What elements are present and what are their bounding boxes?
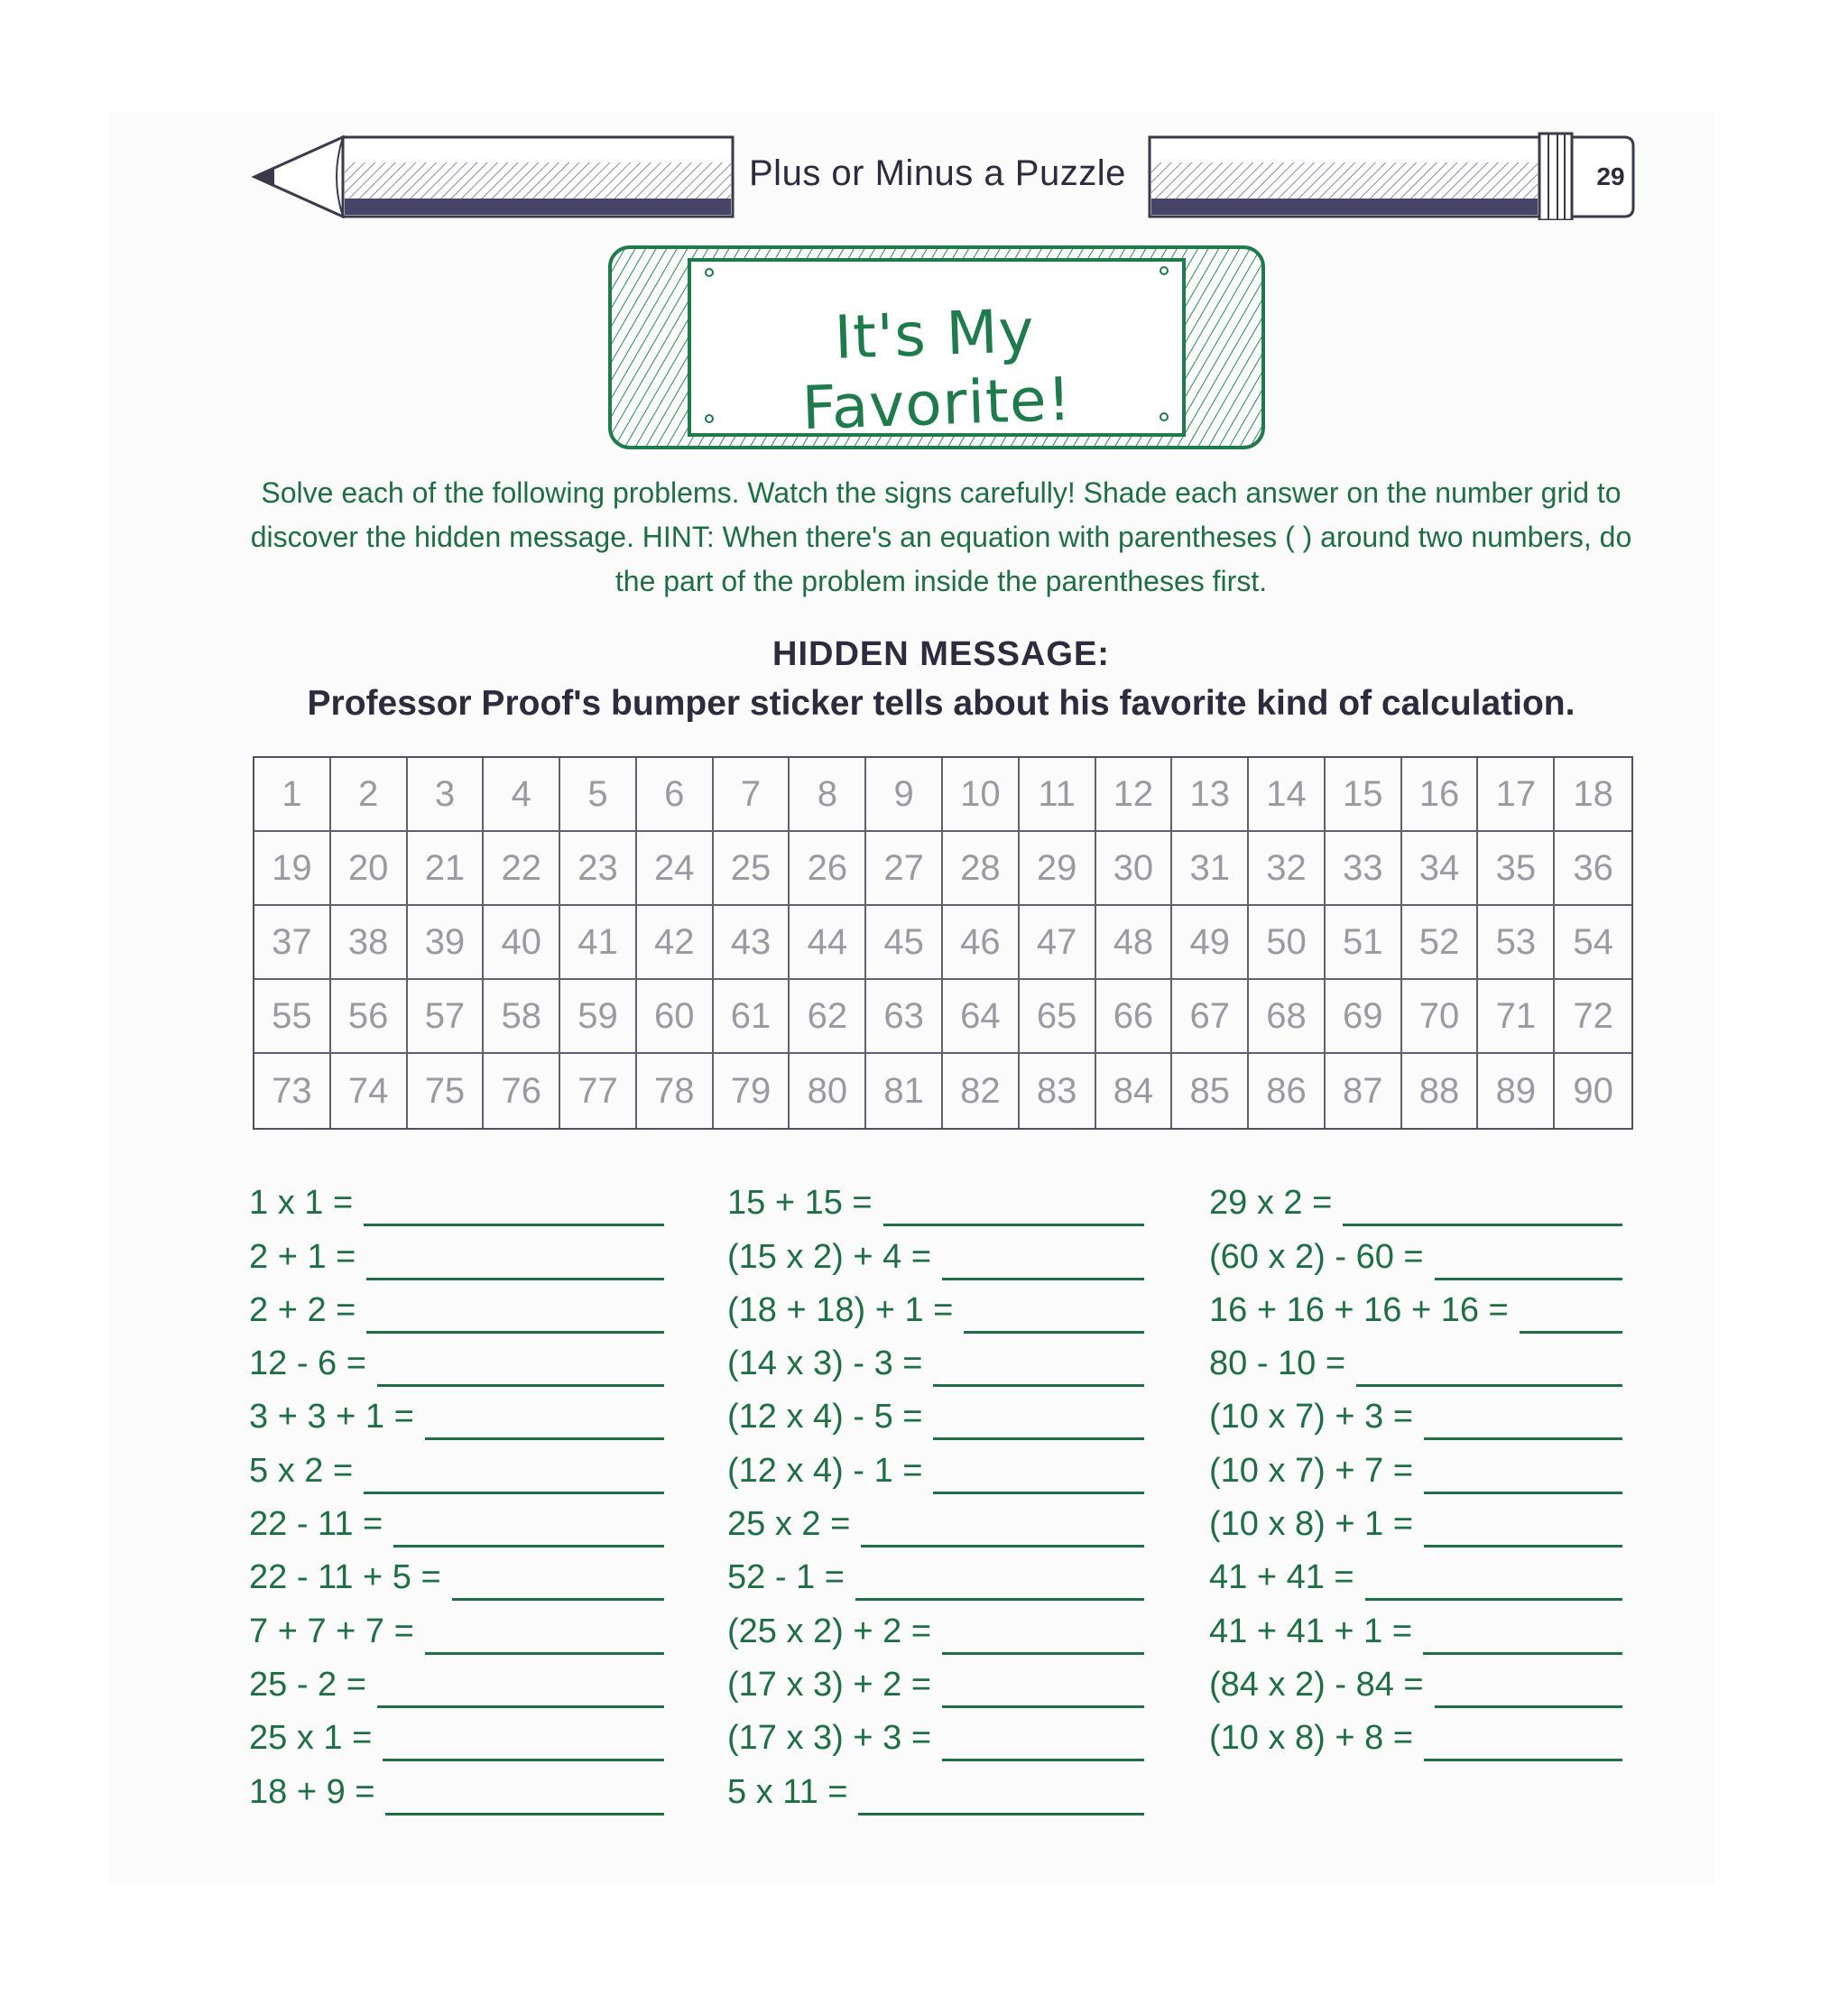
grid-cell[interactable]: 54 [1555, 906, 1631, 980]
grid-cell[interactable]: 5 [560, 758, 637, 832]
grid-cell[interactable]: 23 [560, 832, 637, 906]
problem-row [249, 1761, 664, 1815]
answer-blank[interactable] [383, 1717, 664, 1761]
answer-blank[interactable] [933, 1450, 1144, 1494]
hidden-message-heading: HIDDEN MESSAGE: [772, 635, 1110, 673]
grid-cell[interactable]: 27 [866, 832, 943, 906]
grid-cell[interactable]: 19 [254, 832, 331, 906]
problem-expression: (10 x 7) + 7 = [1209, 1451, 1414, 1490]
grid-cell[interactable]: 64 [943, 980, 1020, 1054]
problem-row [727, 1655, 1144, 1708]
problem-row [727, 1226, 1144, 1280]
grid-cell[interactable]: 71 [1478, 980, 1555, 1054]
grid-cell[interactable]: 36 [1555, 832, 1631, 906]
problem-expression: (18 + 18) + 1 = [727, 1290, 954, 1329]
problem-expression: 2 + 1 = [249, 1237, 356, 1276]
grid-cell[interactable]: 50 [1249, 906, 1326, 980]
problem-expression: 25 - 2 = [249, 1665, 366, 1704]
problem-expression: 15 + 15 = [727, 1184, 873, 1223]
grid-cell[interactable]: 38 [331, 906, 408, 980]
problem-expression: (14 x 3) - 3 = [727, 1344, 923, 1383]
answer-blank[interactable] [942, 1717, 1144, 1761]
grid-cell[interactable]: 48 [1096, 906, 1173, 980]
problem-row [727, 1601, 1144, 1654]
problem-expression: (17 x 3) + 3 = [727, 1719, 932, 1758]
problem-expression: (10 x 7) + 3 = [1209, 1398, 1414, 1437]
answer-blank[interactable] [1424, 1503, 1622, 1547]
grid-cell[interactable]: 35 [1478, 832, 1555, 906]
grid-cell[interactable]: 28 [943, 832, 1020, 906]
problem-expression: 52 - 1 = [727, 1558, 845, 1597]
answer-blank[interactable] [883, 1182, 1144, 1226]
answer-blank[interactable] [366, 1289, 664, 1334]
grid-cell[interactable]: 79 [714, 1054, 790, 1128]
grid-cell[interactable]: 34 [1402, 832, 1479, 906]
page-number: 29 [1596, 162, 1625, 190]
grid-cell[interactable]: 67 [1172, 980, 1249, 1054]
grid-cell[interactable]: 86 [1249, 1054, 1326, 1128]
grid-cell[interactable]: 57 [408, 980, 485, 1054]
grid-cell[interactable]: 75 [408, 1054, 485, 1128]
answer-blank[interactable] [858, 1771, 1144, 1815]
problems-column-2 [727, 1173, 1144, 1815]
grid-cell[interactable]: 15 [1326, 758, 1402, 832]
problem-expression: (10 x 8) + 8 = [1209, 1719, 1414, 1758]
problem-row [1209, 1280, 1622, 1334]
problem-row [1209, 1494, 1622, 1547]
problem-expression: 41 + 41 + 1 = [1209, 1612, 1413, 1650]
header-banner [244, 130, 1639, 220]
problem-expression: 22 - 11 + 5 = [249, 1558, 441, 1597]
answer-blank[interactable] [933, 1343, 1144, 1387]
grid-cell[interactable]: 60 [637, 980, 714, 1054]
grid-cell[interactable]: 32 [1249, 832, 1326, 906]
problem-row [727, 1387, 1144, 1440]
problem-expression: 1 x 1 = [249, 1184, 354, 1223]
grid-cell[interactable]: 61 [714, 980, 790, 1054]
answer-blank[interactable] [1424, 1396, 1622, 1440]
grid-cell[interactable]: 49 [1172, 906, 1249, 980]
grid-cell[interactable]: 89 [1478, 1054, 1555, 1128]
grid-cell[interactable]: 8 [790, 758, 866, 832]
grid-cell[interactable]: 76 [484, 1054, 560, 1128]
grid-cell[interactable]: 87 [1326, 1054, 1402, 1128]
answer-blank[interactable] [385, 1771, 664, 1815]
grid-cell[interactable]: 78 [637, 1054, 714, 1128]
problem-expression: 80 - 10 = [1209, 1344, 1346, 1383]
grid-cell[interactable]: 90 [1573, 1070, 1613, 1111]
problem-row [1209, 1655, 1622, 1708]
grid-cell[interactable]: 24 [637, 832, 714, 906]
problem-row [249, 1387, 664, 1440]
grid-cell[interactable]: 4 [484, 758, 560, 832]
answer-blank[interactable] [366, 1236, 664, 1280]
grid-cell[interactable]: 3 [408, 758, 485, 832]
problem-expression: 2 + 2 = [249, 1290, 356, 1329]
grid-cell[interactable]: 39 [408, 906, 485, 980]
problem-expression: 5 x 2 = [249, 1451, 354, 1490]
answer-blank[interactable] [1424, 1450, 1622, 1494]
grid-cell[interactable]: 44 [790, 906, 866, 980]
grid-cell[interactable]: 13 [1172, 758, 1249, 832]
problem-row [1209, 1387, 1622, 1440]
grid-cell[interactable]: 29 [1020, 832, 1096, 906]
grid-cell[interactable]: 7 [714, 758, 790, 832]
grid-cell[interactable]: 42 [637, 906, 714, 980]
answer-blank[interactable] [1520, 1289, 1622, 1334]
problem-row [249, 1494, 664, 1547]
grid-cell[interactable]: 68 [1249, 980, 1326, 1054]
problem-row [249, 1601, 664, 1654]
problem-expression: 18 + 9 = [249, 1772, 375, 1811]
problem-row [1209, 1173, 1622, 1226]
problem-row [727, 1761, 1144, 1815]
grid-cell[interactable]: 45 [866, 906, 943, 980]
problem-expression: 12 - 6 = [249, 1344, 366, 1383]
grid-cell[interactable]: 51 [1326, 906, 1402, 980]
answer-blank[interactable] [1435, 1236, 1622, 1280]
grid-cell[interactable]: 16 [1402, 758, 1479, 832]
grid-cell[interactable]: 84 [1096, 1054, 1173, 1128]
problem-row [1209, 1334, 1622, 1387]
problem-row [727, 1547, 1144, 1601]
grid-cell[interactable]: 33 [1326, 832, 1402, 906]
answer-blank[interactable] [364, 1182, 664, 1226]
problem-row [1209, 1547, 1622, 1601]
problem-row [249, 1334, 664, 1387]
problem-row [1209, 1708, 1622, 1761]
answer-blank[interactable] [425, 1611, 664, 1655]
grid-cell[interactable]: 22 [484, 832, 560, 906]
grid-cell[interactable]: 88 [1402, 1054, 1479, 1128]
grid-cell[interactable]: 85 [1172, 1054, 1249, 1128]
problem-expression: 7 + 7 + 7 = [249, 1612, 414, 1650]
grid-cell[interactable]: 12 [1096, 758, 1173, 832]
grid-cell[interactable]: 53 [1478, 906, 1555, 980]
answer-blank[interactable] [425, 1396, 664, 1440]
grid-cell[interactable]: 82 [943, 1054, 1020, 1128]
problem-row [249, 1226, 664, 1280]
instructions-text: Solve each of the following problems. Watch the signs carefully! Shade each answer on the number grid to discover the hidden message. HINT: When there's an equation with parentheses ( ) around two numbers, do the part of the problem inside the parentheses first. [250, 476, 1632, 597]
grid-cell[interactable]: 62 [790, 980, 866, 1054]
grid-cell[interactable]: 70 [1402, 980, 1479, 1054]
problem-expression: 5 x 11 = [727, 1772, 848, 1811]
problem-row [727, 1440, 1144, 1493]
grid-cell[interactable]: 55 [254, 980, 331, 1054]
answer-blank[interactable] [1343, 1182, 1622, 1226]
problem-expression: (25 x 2) + 2 = [727, 1612, 932, 1650]
answer-blank[interactable] [933, 1396, 1144, 1440]
grid-cell[interactable]: 26 [790, 832, 866, 906]
problem-row [249, 1280, 664, 1334]
grid-cell[interactable]: 17 [1478, 758, 1555, 832]
problems-column-1 [249, 1173, 664, 1815]
grid-cell[interactable]: 81 [866, 1054, 943, 1128]
answer-blank[interactable] [861, 1503, 1144, 1547]
grid-cell[interactable]: 18 [1555, 758, 1631, 832]
problem-expression: 3 + 3 + 1 = [249, 1398, 414, 1437]
problem-expression: (15 x 2) + 4 = [727, 1237, 932, 1276]
hidden-message-subtitle: Professor Proof's bumper sticker tells about his favorite kind of calculation. [307, 684, 1575, 723]
grid-cell[interactable]: 25 [714, 832, 790, 906]
problem-expression: 16 + 16 + 16 + 16 = [1209, 1290, 1509, 1329]
grid-cell[interactable]: 6 [637, 758, 714, 832]
answer-blank[interactable] [1365, 1557, 1622, 1601]
grid-cell[interactable]: 77 [560, 1054, 637, 1128]
problem-row [1209, 1226, 1622, 1280]
problem-expression: (84 x 2) - 84 = [1209, 1665, 1424, 1704]
grid-cell[interactable]: 59 [560, 980, 637, 1054]
grid-cell[interactable]: 11 [1020, 758, 1096, 832]
grid-cell[interactable]: 73 [254, 1054, 331, 1128]
problem-row [249, 1655, 664, 1708]
title-plaque [606, 244, 1267, 451]
grid-cell[interactable]: 47 [1020, 906, 1096, 980]
answer-blank[interactable] [1356, 1343, 1622, 1387]
grid-cell[interactable]: 2 [331, 758, 408, 832]
problem-row [249, 1173, 664, 1226]
grid-cell[interactable]: 72 [1555, 980, 1631, 1054]
answer-blank[interactable] [377, 1664, 664, 1708]
grid-cell[interactable]: 31 [1172, 832, 1249, 906]
problem-expression: (12 x 4) - 1 = [727, 1451, 923, 1490]
problem-row [727, 1173, 1144, 1226]
problem-row [249, 1547, 664, 1601]
grid-cell[interactable]: 37 [254, 906, 331, 980]
grid-cell[interactable]: 74 [331, 1054, 408, 1128]
problem-row [727, 1494, 1144, 1547]
grid-cell[interactable]: 69 [1326, 980, 1402, 1054]
grid-cell[interactable]: 83 [1020, 1054, 1096, 1128]
grid-cell[interactable]: 52 [1402, 906, 1479, 980]
header-title: Plus or Minus a Puzzle [749, 153, 1126, 193]
problem-expression: 25 x 2 = [727, 1505, 851, 1544]
answer-blank[interactable] [1423, 1611, 1622, 1655]
grid-cell[interactable]: 40 [484, 906, 560, 980]
grid-cell[interactable]: 46 [943, 906, 1020, 980]
grid-cell[interactable]: 66 [1096, 980, 1173, 1054]
grid-cell[interactable]: 30 [1096, 832, 1173, 906]
answer-blank[interactable] [942, 1236, 1144, 1280]
problem-expression: (12 x 4) - 5 = [727, 1398, 923, 1437]
grid-cell[interactable]: 14 [1249, 758, 1326, 832]
answer-blank[interactable] [452, 1557, 664, 1601]
problems-column-3 [1209, 1173, 1622, 1761]
number-grid [253, 756, 1633, 1130]
grid-cell[interactable]: 58 [484, 980, 560, 1054]
problem-row [249, 1708, 664, 1761]
answer-blank[interactable] [942, 1611, 1144, 1655]
problem-row [1209, 1601, 1622, 1654]
problem-expression: 25 x 1 = [249, 1719, 373, 1758]
problem-row [727, 1334, 1144, 1387]
problem-expression: 22 - 11 = [249, 1505, 383, 1544]
problem-row [249, 1440, 664, 1493]
problem-expression: 29 x 2 = [1209, 1184, 1333, 1223]
answer-blank[interactable] [1424, 1717, 1622, 1761]
grid-cell[interactable]: 43 [714, 906, 790, 980]
problem-expression: (60 x 2) - 60 = [1209, 1237, 1424, 1276]
answer-blank[interactable] [942, 1664, 1144, 1708]
grid-cell[interactable]: 56 [331, 980, 408, 1054]
answer-blank[interactable] [964, 1289, 1144, 1334]
grid-cell[interactable]: 63 [866, 980, 943, 1054]
problem-expression: 41 + 41 = [1209, 1558, 1354, 1597]
grid-cell[interactable]: 65 [1020, 980, 1096, 1054]
grid-cell[interactable]: 21 [408, 832, 485, 906]
worksheet-title: It's My Favorite! [800, 296, 1074, 444]
grid-cell[interactable]: 1 [254, 758, 331, 832]
answer-blank[interactable] [855, 1557, 1144, 1601]
problem-row [727, 1280, 1144, 1334]
problem-expression: (17 x 3) + 2 = [727, 1665, 932, 1704]
answer-blank[interactable] [1435, 1664, 1622, 1708]
grid-cell[interactable]: 80 [790, 1054, 866, 1128]
problem-row [1209, 1440, 1622, 1493]
grid-cell[interactable]: 9 [866, 758, 943, 832]
grid-cell[interactable]: 10 [943, 758, 1020, 832]
answer-blank[interactable] [364, 1450, 664, 1494]
problem-expression: (10 x 8) + 1 = [1209, 1505, 1414, 1544]
grid-cell[interactable]: 20 [331, 832, 408, 906]
grid-cell[interactable]: 41 [560, 906, 637, 980]
problem-row [727, 1708, 1144, 1761]
answer-blank[interactable] [393, 1503, 664, 1547]
answer-blank[interactable] [377, 1343, 664, 1387]
